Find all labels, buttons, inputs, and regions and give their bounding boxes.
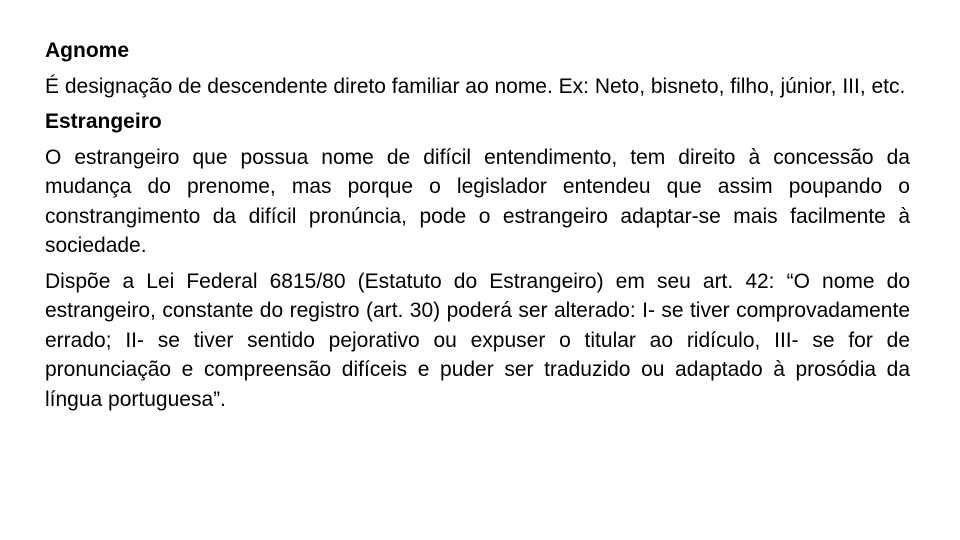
paragraph-agnome-definition: É designação de descendente direto familiar ao nome. Ex: Neto, bisneto, filho, júnior, III, etc.: [45, 74, 906, 98]
heading-agnome: Agnome: [45, 39, 129, 62]
slide-content: [45, 36, 910, 414]
heading-estrangeiro: Estrangeiro: [45, 110, 162, 133]
paragraph-lei-federal: Dispõe a Lei Federal 6815/80 (Estatuto do Estrangeiro) em seu art. 42: “O nome do estrangeiro, constante do registro (art. 30) poderá ser alterado: I- se tiver comprovadamente errado; II- se tiver sentido pejorativo ou expuser o titular ao ridículo, III- se for de pronunciação e compreensão difíceis e puder ser traduzido ou adaptado à prosódia da língua portuguesa”.: [45, 269, 910, 411]
paragraph-estrangeiro-direito: O estrangeiro que possua nome de difícil entendimento, tem direito à concessão da mudança do prenome, mas porque o legislador entendeu que assim poupando o constrangimento da difícil pronúncia, pode o estrangeiro adaptar-se mais facilmente à sociedade.: [45, 145, 910, 257]
